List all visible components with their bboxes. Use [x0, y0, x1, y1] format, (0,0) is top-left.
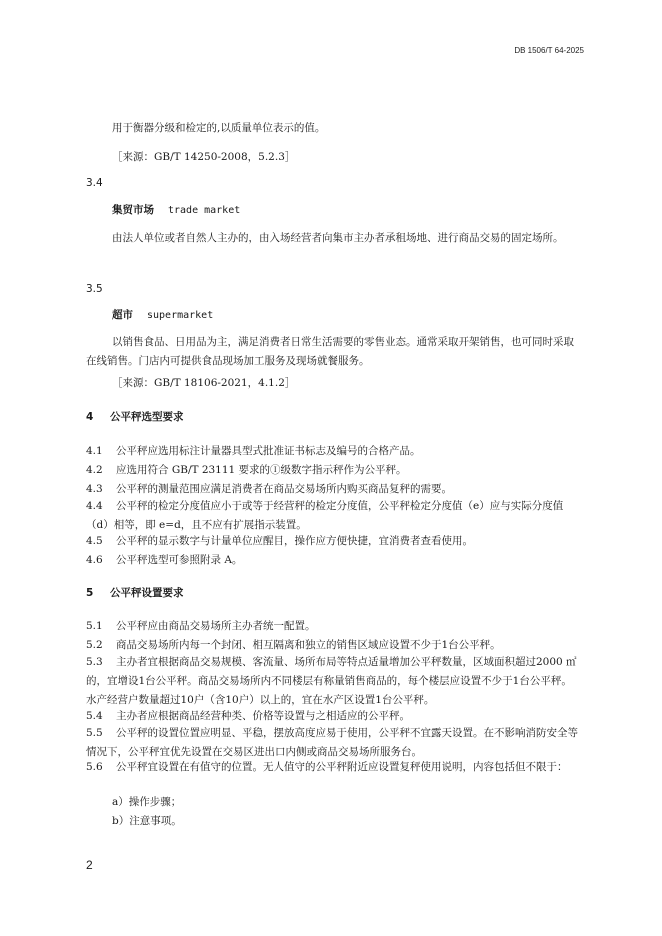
clause-number: 5.2	[86, 639, 103, 651]
clause: 4.1 公平秤应选用标注计量器具型式批准证书标志及编号的合格产品。	[86, 445, 421, 457]
clause: 5.3 主办者宜根据商品交易规模、客流量、场所布局等特点适量增加公平秤数量，区域面积超过2000 ㎡的，宜增设1台公平秤。商品交易场所内不同楼层有称量销售商品的，每个楼层应设置不少于1台公平秤。水产经营户数量超过10户（含10户）以上的，宜在水产区设置1台公平秤。	[86, 653, 578, 710]
clause: 5.1 公平秤应由商品交易场所主办者统一配置。	[86, 620, 316, 632]
section-number: 3.5	[86, 283, 103, 295]
clause-number: 4.3	[86, 483, 103, 495]
term-en: supermarket	[147, 310, 214, 321]
chapter-number: 4	[86, 411, 94, 423]
list-item: a）操作步骤；	[112, 796, 182, 808]
definition: 由法人单位或者自然人主办的，由入场经营者向集市主办者承租场地、进行商品交易的固定场所。	[112, 232, 564, 244]
clause-number: 5.4	[86, 710, 103, 722]
clause: 4.5 公平秤的显示数字与计量单位应醒目，操作应方便快捷，宜消费者查看使用。	[86, 535, 473, 547]
source-note: ［来源：GB/T 18106-2021，4.1.2］	[112, 377, 296, 389]
clause: 4.3 公平秤的测量范围应满足消费者在商品交易场所内购买商品复秤的需要。	[86, 483, 452, 495]
clause: 4.6 公平秤选型可参照附录 A。	[86, 554, 243, 566]
clause-number: 5.5	[86, 727, 103, 739]
term-cn: 集贸市场	[112, 204, 154, 216]
list-item: b）注意事项。	[112, 815, 182, 827]
clause: 5.6 公平秤宜设置在有值守的位置。无人值守的公平秤附近应设置复秤使用说明，内容包括但不限于：	[86, 758, 578, 777]
chapter-title: 公平秤选型要求	[110, 411, 184, 423]
clause-number: 5.6	[86, 761, 103, 773]
chapter-title: 公平秤设置要求	[110, 587, 184, 599]
source-note: ［来源：GB/T 14250-2008，5.2.3］	[112, 151, 296, 163]
definition: 以销售食品、日用品为主，满足消费者日常生活需要的零售业态。通常采取开架销售，也可同时采取在线销售。门店内可提供食品现场加工服务及现场就餐服务。	[86, 336, 574, 367]
clause: 4.2 应选用符合 GB/T 23111 要求的Ⓘ级数字指示秤作为公平秤。	[86, 464, 407, 476]
clause-number: 4.6	[86, 554, 103, 566]
chapter-heading	[86, 410, 184, 425]
clause-number: 4.5	[86, 535, 103, 547]
clause-number: 4.1	[86, 445, 103, 457]
section-number: 3.4	[86, 177, 103, 189]
clause: 4.4 公平秤的检定分度值应小于或等于经营秤的检定分度值，公平秤检定分度值（e）应与实际分度值（d）相等，即 e=d，且不应有扩展指示装置。	[86, 497, 578, 535]
term-cn: 超市	[112, 309, 133, 321]
clause: 5.4 主办者应根据商品经营种类、价格等设置与之相适应的公平秤。	[86, 710, 410, 722]
term-en: trade market	[168, 205, 241, 216]
term-heading	[112, 203, 240, 218]
clause: 5.5 公平秤的设置位置应明显、平稳，摆放高度应易于使用，公平秤不宜露天设置。在不影响消防安全等情况下，公平秤宜优先设置在交易区进出口内侧或商品交易场所服务台。	[86, 724, 578, 762]
paragraph: 用于衡器分级和检定的,以质量单位表示的值。	[112, 122, 326, 134]
chapter-heading	[86, 586, 184, 601]
clause: 5.2 商品交易场所内每一个封闭、相互隔离和独立的销售区域应设置不少于1台公平秤。	[86, 639, 501, 651]
clause-number: 5.3	[86, 656, 103, 668]
chapter-number: 5	[86, 587, 94, 599]
clause-number: 5.1	[86, 620, 103, 632]
clause-number: 4.4	[86, 500, 103, 512]
term-heading	[112, 308, 213, 323]
standard-code: DB 1506/T 64-2025	[514, 46, 584, 55]
page-number: 2	[86, 858, 93, 872]
clause-number: 4.2	[86, 464, 103, 476]
